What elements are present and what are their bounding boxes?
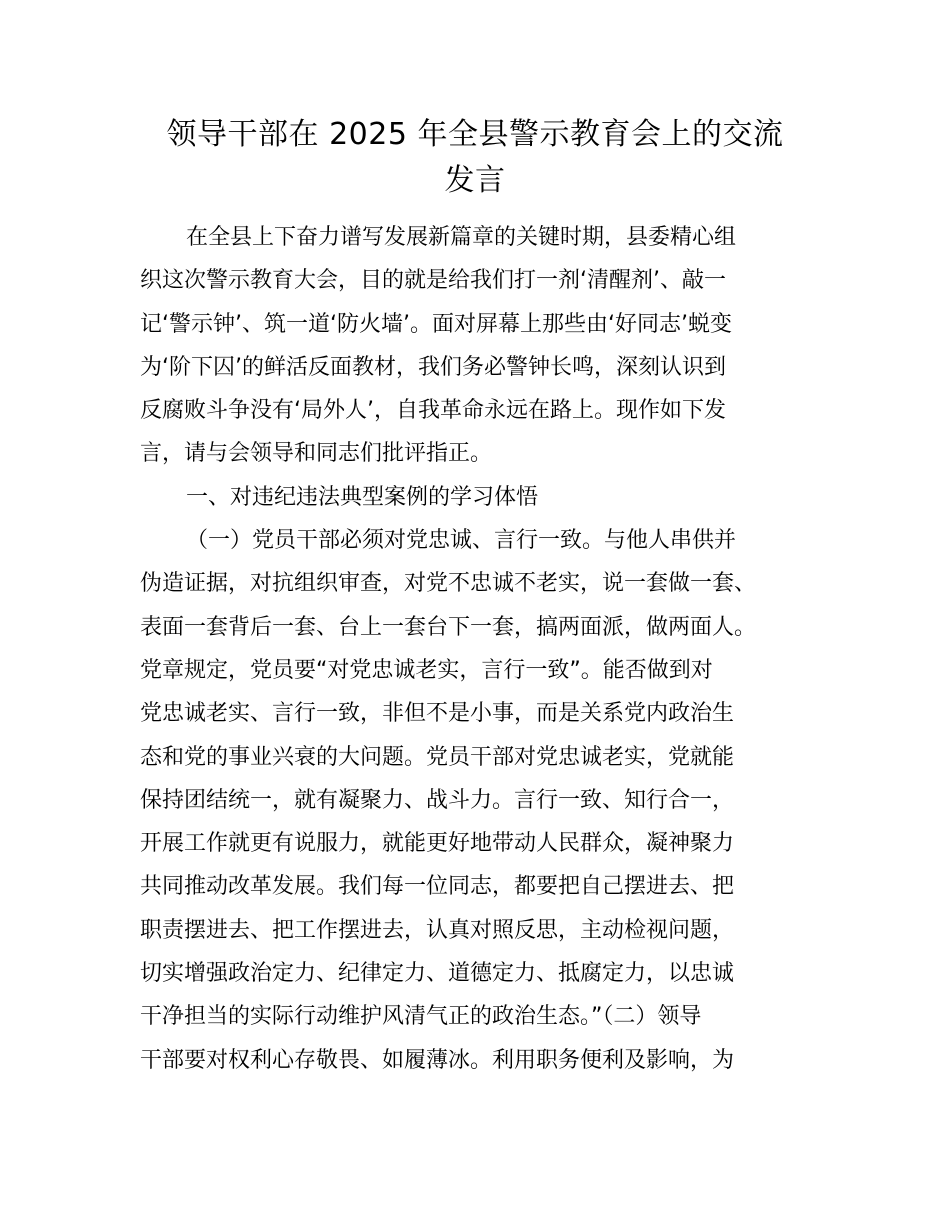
- text-line: 党章规定，党员要“对党忠诚老实，言行一致”。能否做到对: [140, 657, 713, 683]
- text-line: 干净担当的实际行动维护风清气正的政治生态。”（二）领导: [140, 1004, 702, 1030]
- text-line: 织这次警示教育大会，目的就是给我们打一剂‘清醒剂’、敲一: [140, 268, 726, 294]
- text-line: 记‘警示钟’、筑一道‘防火墙’。面对屏幕上那些由‘好同志’蜕变: [140, 311, 732, 337]
- text-line: 为‘阶下囚’的鲜活反面教材，我们务必警钟长鸣，深刻认识到: [140, 354, 726, 380]
- title-line-2: 发言: [444, 163, 506, 198]
- section-heading-text: 一、对违纪违法典型案例的学习体悟: [186, 484, 539, 510]
- text-line: 表面一套背后一套、台上一套台下一套，搞两面派，做两面人。: [140, 614, 757, 640]
- document-body: [140, 216, 830, 1082]
- paragraph-section-1: [140, 519, 830, 1082]
- text-line: 切实增强政治定力、纪律定力、道德定力、抵腐定力，以忠诚: [140, 961, 735, 987]
- text-line: 态和党的事业兴衰的大问题。党员干部对党忠诚老实，党就能: [140, 744, 735, 770]
- paragraph-intro: [140, 216, 830, 476]
- text-line: 伪造证据，对抗组织审查，对党不忠诚不老实，说一套做一套、: [140, 571, 757, 597]
- text-line: 职责摆进去、把工作摆进去，认真对照反思，主动检视问题，: [140, 917, 735, 943]
- text-line: 党忠诚老实、言行一致，非但不是小事，而是关系党内政治生: [140, 701, 735, 727]
- section-heading-1: [140, 476, 830, 519]
- text-line: 干部要对权利心存敬畏、如履薄冰。利用职务便利及影响，为: [140, 1047, 735, 1073]
- text-line: 保持团结统一，就有凝聚力、战斗力。言行一致、知行合一，: [140, 787, 735, 813]
- text-line: 在全县上下奋力谱写发展新篇章的关键时期，县委精心组: [186, 225, 737, 250]
- text-line: （一）党员干部必须对党忠诚、言行一致。与他人串供并: [186, 528, 737, 554]
- text-line: 反腐败斗争没有‘局外人’，自我革命永远在路上。现作如下发: [140, 398, 726, 424]
- title-line-1: 领导干部在 2025 年全县警示教育会上的交流: [166, 117, 784, 152]
- document-title: [125, 112, 825, 204]
- text-line: 开展工作就更有说服力，就能更好地带动人民群众，凝神聚力: [140, 831, 735, 857]
- text-line: 言，请与会领导和同志们批评指正。: [140, 441, 493, 467]
- text-line: 共同推动改革发展。我们每一位同志，都要把自己摆进去、把: [140, 874, 735, 900]
